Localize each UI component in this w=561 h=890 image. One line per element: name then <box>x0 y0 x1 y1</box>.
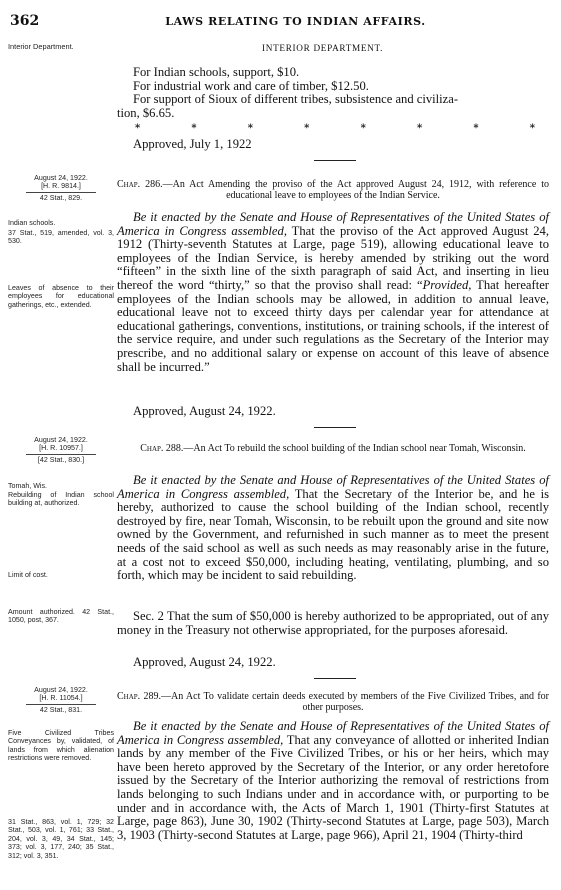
department-heading: INTERIOR DEPARTMENT. <box>262 43 384 53</box>
chapter-title-text: —An Act To validate certain deeds executed by members of the Five Civilized Tribes, and for other purposes. <box>160 691 549 713</box>
star: * <box>135 123 141 134</box>
star: * <box>360 123 366 134</box>
intro-line: tion, $6.65. <box>117 105 175 120</box>
chapter-title-text: —An Act Amending the proviso of the Act approved August 24, 1912, with reference to educational leave to employees of the Indian Service. <box>162 179 549 201</box>
margin-stat: [42 Stat., 830.] <box>37 455 85 464</box>
enacting-clause: Be it enacted by the Senate and House of Representatives of the United States of America in Congress assembled, <box>117 210 549 238</box>
chap286-note-indian-schools: Indian schools. <box>8 219 56 227</box>
chap288-note-limit: Limit of cost. <box>8 571 48 579</box>
approved-date: Approved, July 1, 1922 <box>133 137 252 151</box>
chap289-note-five-tribes: Five Civilized Tribes Conveyances by, validated, of lands from which alienation restrictions were removed. <box>8 729 114 763</box>
chap286-approved: Approved, August 24, 1922. <box>133 404 276 418</box>
page-number: 362 <box>10 13 40 29</box>
chap286-body <box>117 211 549 374</box>
section-divider <box>314 160 356 161</box>
star: * <box>529 123 535 134</box>
body-text: That any conveyance of allotted or inherited Indian lands by any member of the Five Civilized Tribes, or his or her heirs, which may have been hereto approved by the Secretary of the Interior, or any order heretofore issued by the Secretary of the Interior authorizing the removal of restrictions from lands belonging to such Indians under and in accordance with, or purporting to be under and in accordance with, the Acts of March 1, 1901 (Thirty-first Statutes at Large, page 863), June 30, 1902 (Thirty-second Statutes at Large, page 503), March 3, 1903 (Thirty-second Statutes at Large, page 966), April 21, 1904 (Thirty-third <box>117 732 549 842</box>
chapter-number: Chap. 288. <box>140 443 184 454</box>
ellipsis-stars <box>135 123 535 134</box>
star: * <box>416 123 423 134</box>
chap288-title <box>117 443 549 454</box>
margin-stat: 42 Stat., 831. <box>39 705 83 714</box>
chapter-number: Chap. 286. <box>117 179 163 190</box>
chapter-title-text: —An Act To rebuild the school building of the Indian school near Tomah, Wisconsin. <box>183 443 526 454</box>
chapter-number: Chap. 289. <box>117 691 161 702</box>
margin-date: August 24, 1922. <box>34 436 88 444</box>
star: * <box>191 123 197 134</box>
star: * <box>304 123 310 134</box>
margin-note-department: Interior Department. <box>8 42 74 51</box>
chap286-note-citation: 37 Stat., 519, amended, vol. 3, 530. <box>8 229 114 246</box>
intro-line: For industrial work and care of timber, $12.50. <box>133 78 369 93</box>
chap288-section-2 <box>117 610 549 637</box>
chap286-margin-citation <box>8 174 114 202</box>
margin-rule <box>26 454 96 455</box>
enacting-clause: Be it enacted by the Senate and House of Representatives of the United States of America in Congress assembled, <box>117 473 549 501</box>
chap289-body <box>117 720 549 842</box>
intro-line: For Indian schools, support, $10. <box>133 65 300 79</box>
margin-bill: [H. R. 11054.] <box>39 694 83 703</box>
body-text: That the sum of $50,000 is hereby authorized to be appropriated, out of any money in the Treasury not otherwise appropriated, for the purposes aforesaid. <box>117 609 549 637</box>
chap286-note-leaves: Leaves of absence to their employees for educational gatherings, etc., extended. <box>8 284 114 309</box>
intro-line: For support of Sioux of different tribes, subsistence and civiliza- <box>133 92 459 107</box>
margin-date: August 24, 1922. <box>34 686 88 694</box>
margin-stat: 42 Stat., 829. <box>39 193 83 202</box>
chap288-approved: Approved, August 24, 1922. <box>133 655 276 669</box>
margin-rule <box>26 704 96 705</box>
chap288-note-amount: Amount authorized. 42 Stat., 1050, post, 367. <box>8 608 114 625</box>
section-divider <box>314 427 356 428</box>
enacting-clause: Be it enacted by the Senate and House of Representatives of the United States of America in Congress assembled, <box>117 719 549 747</box>
chap288-body <box>117 474 549 583</box>
chap288-note-tomah: Tomah, Wis. <box>8 482 48 490</box>
chap288-note-rebuilding: Rebuilding of Indian school building at, authorized. <box>8 491 114 508</box>
body-text: That the proviso of the Act approved August 24, 1912 (Thirty-seventh Statutes at Large, page 519), allowing educational leave to employees of the Indian Service, is hereby amended by striking out the word “fifteen” in the sixth line of the sixth paragraph of said Act, and inserting in lieu thereof the word “thirty,” so that the proviso shall read: “ <box>117 223 549 292</box>
chap289-note-citations: 31 Stat., 863, vol. 1, 729; 32 Stat., 503, vol. 1, 761; 33 Stat., 204, vol. 3, 49, 34 Stat., 145; 373; vol. 3, 177, 240; 35 Stat., 312; vol. 3, 351. <box>8 818 114 860</box>
chap286-title <box>117 179 549 201</box>
section-divider <box>314 678 356 679</box>
star: * <box>473 123 479 134</box>
running-title: LAWS RELATING TO INDIAN AFFAIRS. <box>165 15 426 28</box>
margin-date: August 24, 1922. <box>34 174 88 182</box>
chap289-title <box>117 691 549 713</box>
provided-word: Provided, <box>422 277 472 292</box>
chap288-margin-citation <box>8 436 114 464</box>
chap289-margin-citation <box>8 686 114 714</box>
intro-appropriations <box>117 65 549 120</box>
star: * <box>247 123 254 134</box>
margin-bill: [H. R. 9814.] <box>41 182 81 191</box>
margin-rule <box>26 192 96 193</box>
margin-bill: [H. R. 10957.] <box>39 444 83 453</box>
section-label: Sec. 2 <box>133 609 164 623</box>
body-text: That the Secretary of the Interior be, and he is hereby, authorized to cause the school building of the Indian school, recently destroyed by fire, near Tomah, Wisconsin, to be rebuilt upon the ground and site now owned by the Government, and refurnished in such manner as to meet the present needs of the said school as well as such needs as may reasonably arise in the future, at a cost not to exceed $50,000, including heating, ventilating, plumbing, and so forth, which may be incident to said rebuilding. <box>117 486 549 583</box>
body-text: That hereafter employees of the Indian schools may be allowed, in addition to annual leave, educational leave not to exceed thirty days per calendar year for attendance at educational gatherings, conventions, institutions, or training schools, if the interest of the service require, and under such regulations as the Secretary of the Interior may prescribe, and no additional salary or expense on account of this leave of absence shall be incurred.” <box>117 277 550 374</box>
